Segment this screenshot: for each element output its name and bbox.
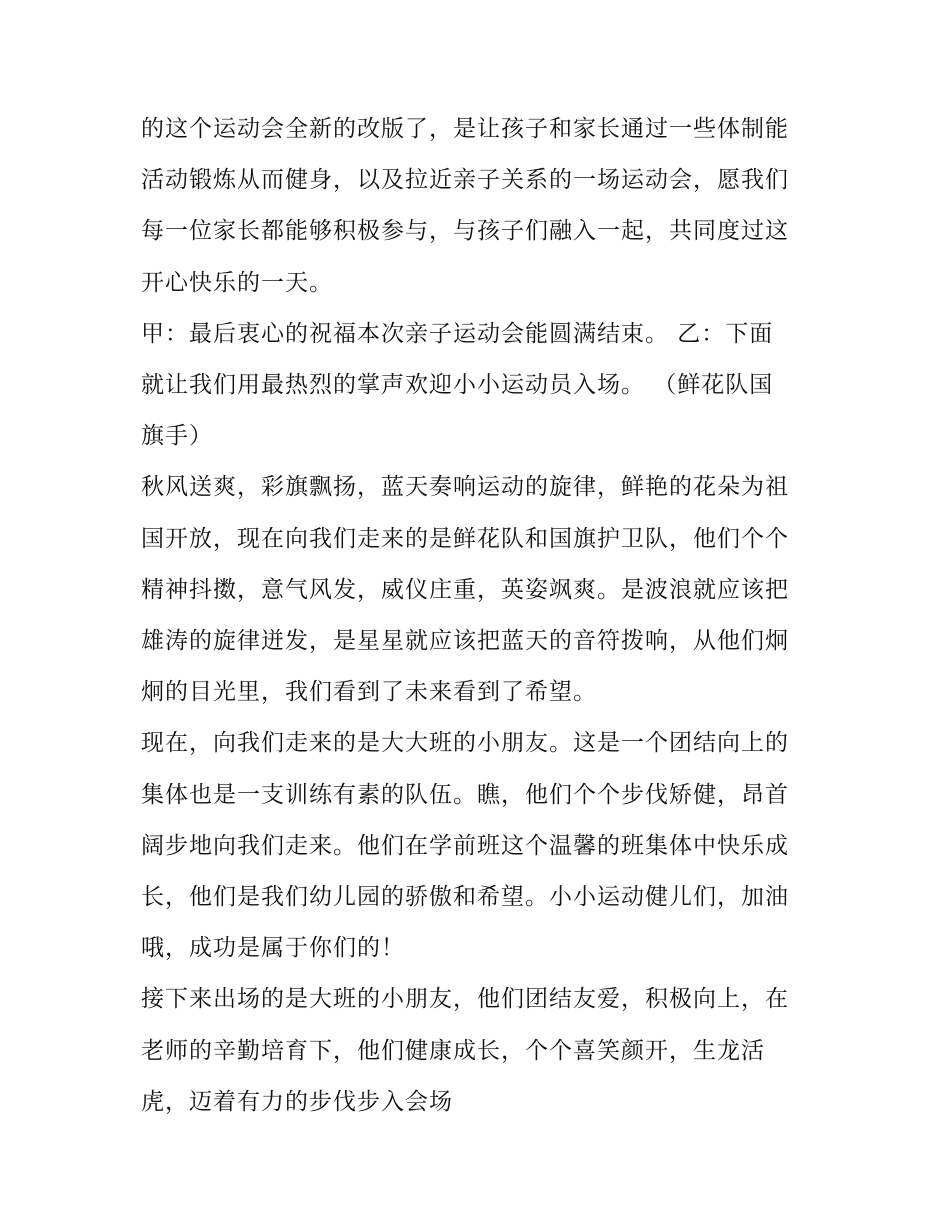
text-line: 的这个运动会全新的改版了，是让孩子和家长通过一些体制能 <box>141 116 789 142</box>
paragraph-3 <box>141 462 816 718</box>
text-line: 哦，成功是属于你们的！ <box>141 935 405 962</box>
paragraph-5 <box>141 974 816 1128</box>
text-line: 就让我们用最热烈的掌声欢迎小小运动员入场。 （鲜花队国 <box>141 372 774 399</box>
text-line: 炯的目光里，我们看到了未来看到了希望。 <box>141 679 597 706</box>
text-line: 活动锻炼从而健身，以及拉近亲子关系的一场运动会，愿我们 <box>141 167 789 194</box>
text-line: 阔步地向我们走来。他们在学前班这个温馨的班集体中快乐成 <box>141 832 789 859</box>
text-line: 秋风送爽，彩旗飘扬，蓝天奏响运动的旋律，鲜艳的花朵为祖 <box>141 474 789 501</box>
text-line: 精神抖擞，意气风发，威仪庄重，英姿飒爽。是波浪就应该把 <box>141 576 789 603</box>
paragraph-2 <box>141 309 816 463</box>
text-line: 老师的辛勤培育下，他们健康成长，个个喜笑颜开，生龙活 <box>141 1037 765 1064</box>
text-line: 开心快乐的一天。 <box>141 269 333 296</box>
text-line: 集体也是一支训练有素的队伍。瞧，他们个个步伐矫健，昂首 <box>141 781 789 808</box>
text-line: 甲：最后衷心的祝福本次亲子运动会能圆满结束。 乙：下面 <box>141 320 774 347</box>
text-line: 旗手） <box>141 423 213 450</box>
text-line: 长，他们是我们幼儿园的骄傲和希望。小小运动健儿们，加油 <box>141 884 789 911</box>
text-line: 接下来出场的是大班的小朋友，他们团结友爱，积极向上，在 <box>141 986 789 1013</box>
text-line: 每一位家长都能够积极参与，与孩子们融入一起，共同度过这 <box>141 218 789 245</box>
document-body <box>141 104 816 1128</box>
text-line: 雄涛的旋律迸发，是星星就应该把蓝天的音符拨响，从他们炯 <box>141 628 789 655</box>
paragraph-1 <box>141 104 816 309</box>
text-line: 现在，向我们走来的是大大班的小朋友。这是一个团结向上的 <box>141 730 789 757</box>
text-line: 国开放，现在向我们走来的是鲜花队和国旗护卫队，他们个个 <box>141 525 789 552</box>
paragraph-4 <box>141 718 816 974</box>
text-line: 虎，迈着有力的步伐步入会场 <box>141 1088 453 1115</box>
